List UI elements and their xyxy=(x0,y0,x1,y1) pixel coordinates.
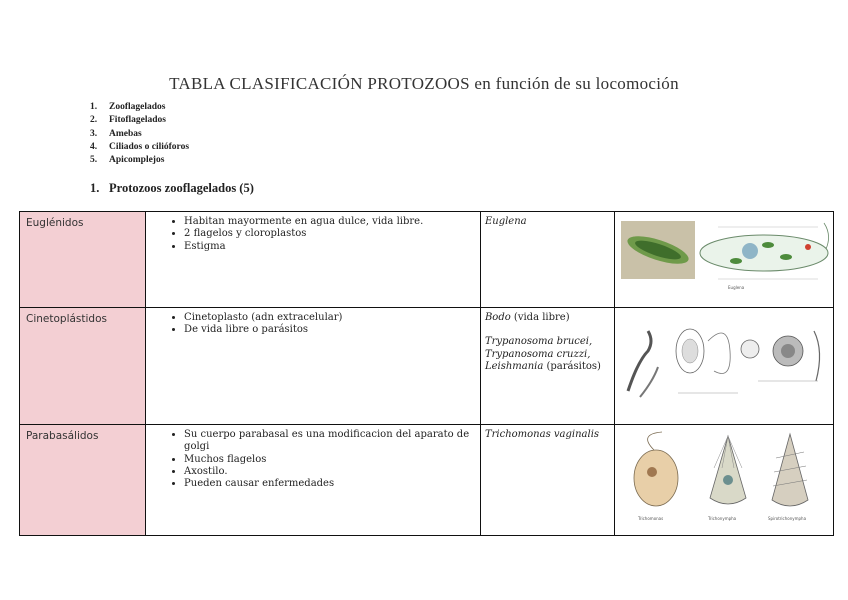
figure-cell xyxy=(615,308,834,425)
characteristic: • 2 flagelos y cloroplastos xyxy=(184,228,476,240)
figure-caption: Trichomonas xyxy=(638,516,664,521)
classification-table xyxy=(19,211,834,536)
characteristic: • Su cuerpo parabasal es una modificacion del aparato de golgi xyxy=(184,429,476,454)
example-cell xyxy=(480,212,614,308)
group-name: Cinetoplástidos xyxy=(20,308,146,425)
index-list xyxy=(90,101,189,167)
figure-caption: Spirotrichonympha xyxy=(768,516,807,521)
index-item: 2. Fitoflagelados xyxy=(90,115,166,126)
characteristics-cell xyxy=(146,212,481,308)
group-name: Euglénidos xyxy=(20,212,146,308)
table-row xyxy=(20,425,834,536)
example-line: Leishmania (parásitos) xyxy=(484,360,601,372)
example-name: Euglena xyxy=(484,216,527,227)
example-line: Trypanosoma cruzzi, xyxy=(484,348,591,360)
page-title: TABLA CLASIFICACIÓN PROTOZOOS en función de su locomoción xyxy=(169,74,679,93)
characteristic: • Habitan mayormente en agua dulce, vida libre. xyxy=(184,216,476,228)
figure-caption: Euglena xyxy=(728,285,745,290)
index-item: 3. Amebas xyxy=(90,128,142,139)
table-row xyxy=(20,308,834,425)
example-cell xyxy=(480,308,614,425)
kinetoplastid-illustration xyxy=(618,311,830,407)
parabasalid-illustration xyxy=(618,428,830,524)
group-name: Parabasálidos xyxy=(20,425,146,536)
figure-cell xyxy=(615,425,834,536)
euglena-illustration xyxy=(618,215,830,293)
index-item: 5. Apicomplejos xyxy=(90,155,165,166)
characteristics-cell xyxy=(146,308,481,425)
figure-cell xyxy=(615,212,834,308)
index-item: 1. Zooflagelados xyxy=(90,102,166,112)
example-name: Trichomonas vaginalis xyxy=(484,429,600,440)
characteristic: • Estigma xyxy=(184,241,476,253)
characteristic: • Cinetoplasto (adn extracelular) xyxy=(184,312,476,324)
figure-caption: Trichonympha xyxy=(708,516,737,521)
characteristic: • De vida libre o parásitos xyxy=(184,324,476,336)
index-item: 4. Ciliados o cilióforos xyxy=(90,141,190,152)
example-cell xyxy=(480,425,614,536)
example-line: Bodo (vida libre) xyxy=(484,312,570,323)
characteristic: • Muchos flagelos xyxy=(184,454,476,466)
characteristic: • Axostilo. xyxy=(184,466,476,478)
example-line: Trypanosoma brucei, xyxy=(484,336,593,348)
characteristic: • Pueden causar enfermedades xyxy=(184,478,476,490)
characteristics-cell xyxy=(146,425,481,536)
section-heading: 1. Protozoos zooflagelados (5) xyxy=(90,181,254,195)
table-row xyxy=(20,212,834,308)
